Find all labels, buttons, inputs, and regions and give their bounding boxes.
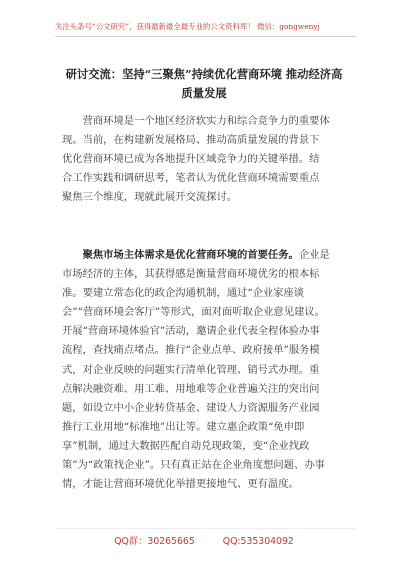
footer-qq-group: QQ群：30265665 <box>114 536 195 547</box>
header-divider <box>55 36 356 37</box>
paragraph-line: 聚焦三个维度，现就此展开交流探讨。 <box>62 191 238 204</box>
paragraph-line: 流程，查找痛点堵点。推行“企业点单、政府接单”服务模 <box>62 344 320 357</box>
footer-qq: QQ:535304092 <box>222 536 294 547</box>
title-line-1: 研讨交流：坚持“三聚焦”持续优化营商环境 推动经济高 <box>65 67 343 81</box>
document-title <box>52 65 356 103</box>
paragraph-lead-heading: 聚焦市场主体需求是优化营商环境的首要任务。 <box>82 249 299 261</box>
header-banner: 关注头条号“公文研究”，获得最新最全最专业的公文资料库！ 微信：gongwenyj <box>55 22 320 31</box>
paragraph-line: 合工作实践和调研思考，笔者认为优化营商环境需要重点 <box>62 172 320 185</box>
paragraph-line: 市场经济的主体，其获得感是衡量营商环境优劣的根本标 <box>62 268 320 281</box>
paragraph-line: 点解决融资难、用工难、用地难等企业普遍关注的突出问 <box>62 382 320 395</box>
paragraph-line: 式，对企业反映的问题实行清单化管理、销号式办理。重 <box>62 363 320 376</box>
paragraph-line: 情，才能让营商环境优化举措更接地气、更有温度。 <box>62 478 299 491</box>
paragraph-line: 营商环境是一个地区经济软实力和综合竞争力的重要体 <box>82 115 330 127</box>
paragraph-line: 策”为“政策找企业”。只有真正站在企业角度想问题、办事 <box>62 459 325 472</box>
paragraph-intro <box>62 112 354 207</box>
paragraph-line: 开展“营商环境体验官”活动，邀请企业代表全程体验办事 <box>62 325 320 338</box>
paragraph-line: 会”“营商环境会客厅”等形式，面对面听取企业意见建议。 <box>62 306 325 319</box>
paragraph-line: 准。要建立常态化的政企沟通机制，通过“企业家座谈 <box>62 287 305 300</box>
footer-contact <box>0 533 408 547</box>
paragraph-market-demand <box>62 246 354 494</box>
paragraph-line: 现。当前，在构建新发展格局、推动高质量发展的背景下 <box>62 134 320 147</box>
paragraph-line: 优化营商环境已成为各地提升区域竞争力的关键举措。结 <box>62 153 320 166</box>
paragraph-line: 题，如设立中小企业转贷基金、建设人力资源服务产业园 <box>62 401 320 414</box>
paragraph-line: 享”机制，通过大数据匹配自动兑现政策，变“企业找政 <box>62 439 310 452</box>
title-line-2: 质量发展 <box>181 86 227 100</box>
footer-divider <box>55 528 356 529</box>
paragraph-lead-continuation: 企业是 <box>298 249 330 261</box>
paragraph-first-line <box>62 246 354 265</box>
paragraph-line: 推行工业用地“标准地”出让等。建立惠企政策“免申即 <box>62 420 305 433</box>
